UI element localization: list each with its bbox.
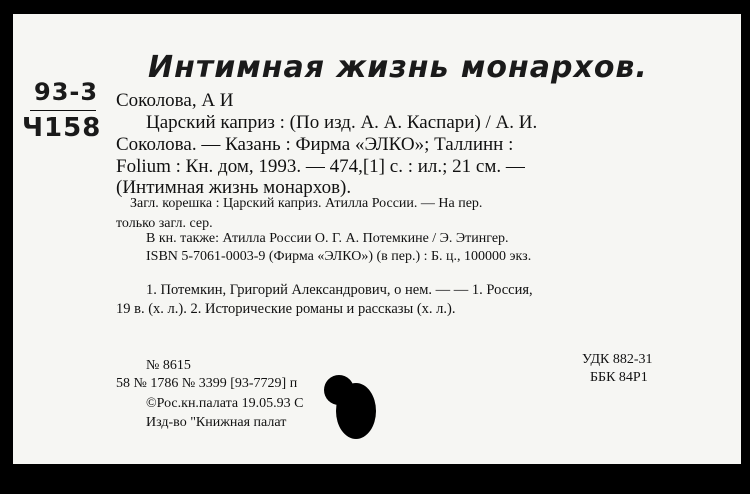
udk-code: УДК 882-31: [582, 352, 653, 367]
punch-hole-shadow: [336, 383, 376, 439]
bbk-code: ББК 84Р1: [590, 370, 648, 385]
record-heading: Соколова, А И: [116, 90, 234, 111]
class-number: 93-3: [34, 78, 99, 106]
footer-publisher: Изд-во "Книжная палат: [146, 415, 287, 430]
class-divider: [30, 110, 96, 111]
subject-line-1: 1. Потемкин, Григорий Александрович, о нем. — — 1. Россия,: [146, 282, 533, 298]
footer-registry: 58 № 1786 № 3399 [93-7729] п: [116, 376, 298, 391]
footer-chamber: ©Рос.кн.палата 19.05.93 С: [146, 396, 304, 411]
record-line-1: Царский каприз : (По изд. А. А. Каспари) / А. И.: [146, 112, 538, 133]
note-line-4: ISBN 5-7061-0003-9 (Фирма «ЭЛКО») (в пер.) : Б. ц., 100000 экз.: [146, 249, 532, 264]
handwritten-series-title: Интимная жизнь монархов.: [148, 50, 648, 85]
record-line-2: Соколова. — Казань : Фирма «ЭЛКО»; Таллинн :: [116, 134, 514, 155]
subject-line-2: 19 в. (х. л.). 2. Исторические романы и рассказы (х. л.).: [116, 301, 456, 317]
note-line-1: Загл. корешка : Царский каприз. Атилла России. — На пер.: [130, 196, 483, 211]
author-mark: Ч158: [22, 113, 102, 143]
note-line-3: В кн. также: Атилла России О. Г. А. Потемкине / Э. Этингер.: [146, 231, 509, 246]
record-line-3: Folium : Кн. дом, 1993. — 474,[1] с. : ил.; 21 см. —: [116, 156, 525, 177]
note-line-2: только загл. сер.: [116, 216, 213, 231]
record-line-4: (Интимная жизнь монархов).: [116, 177, 352, 198]
footer-number: № 8615: [146, 358, 191, 373]
